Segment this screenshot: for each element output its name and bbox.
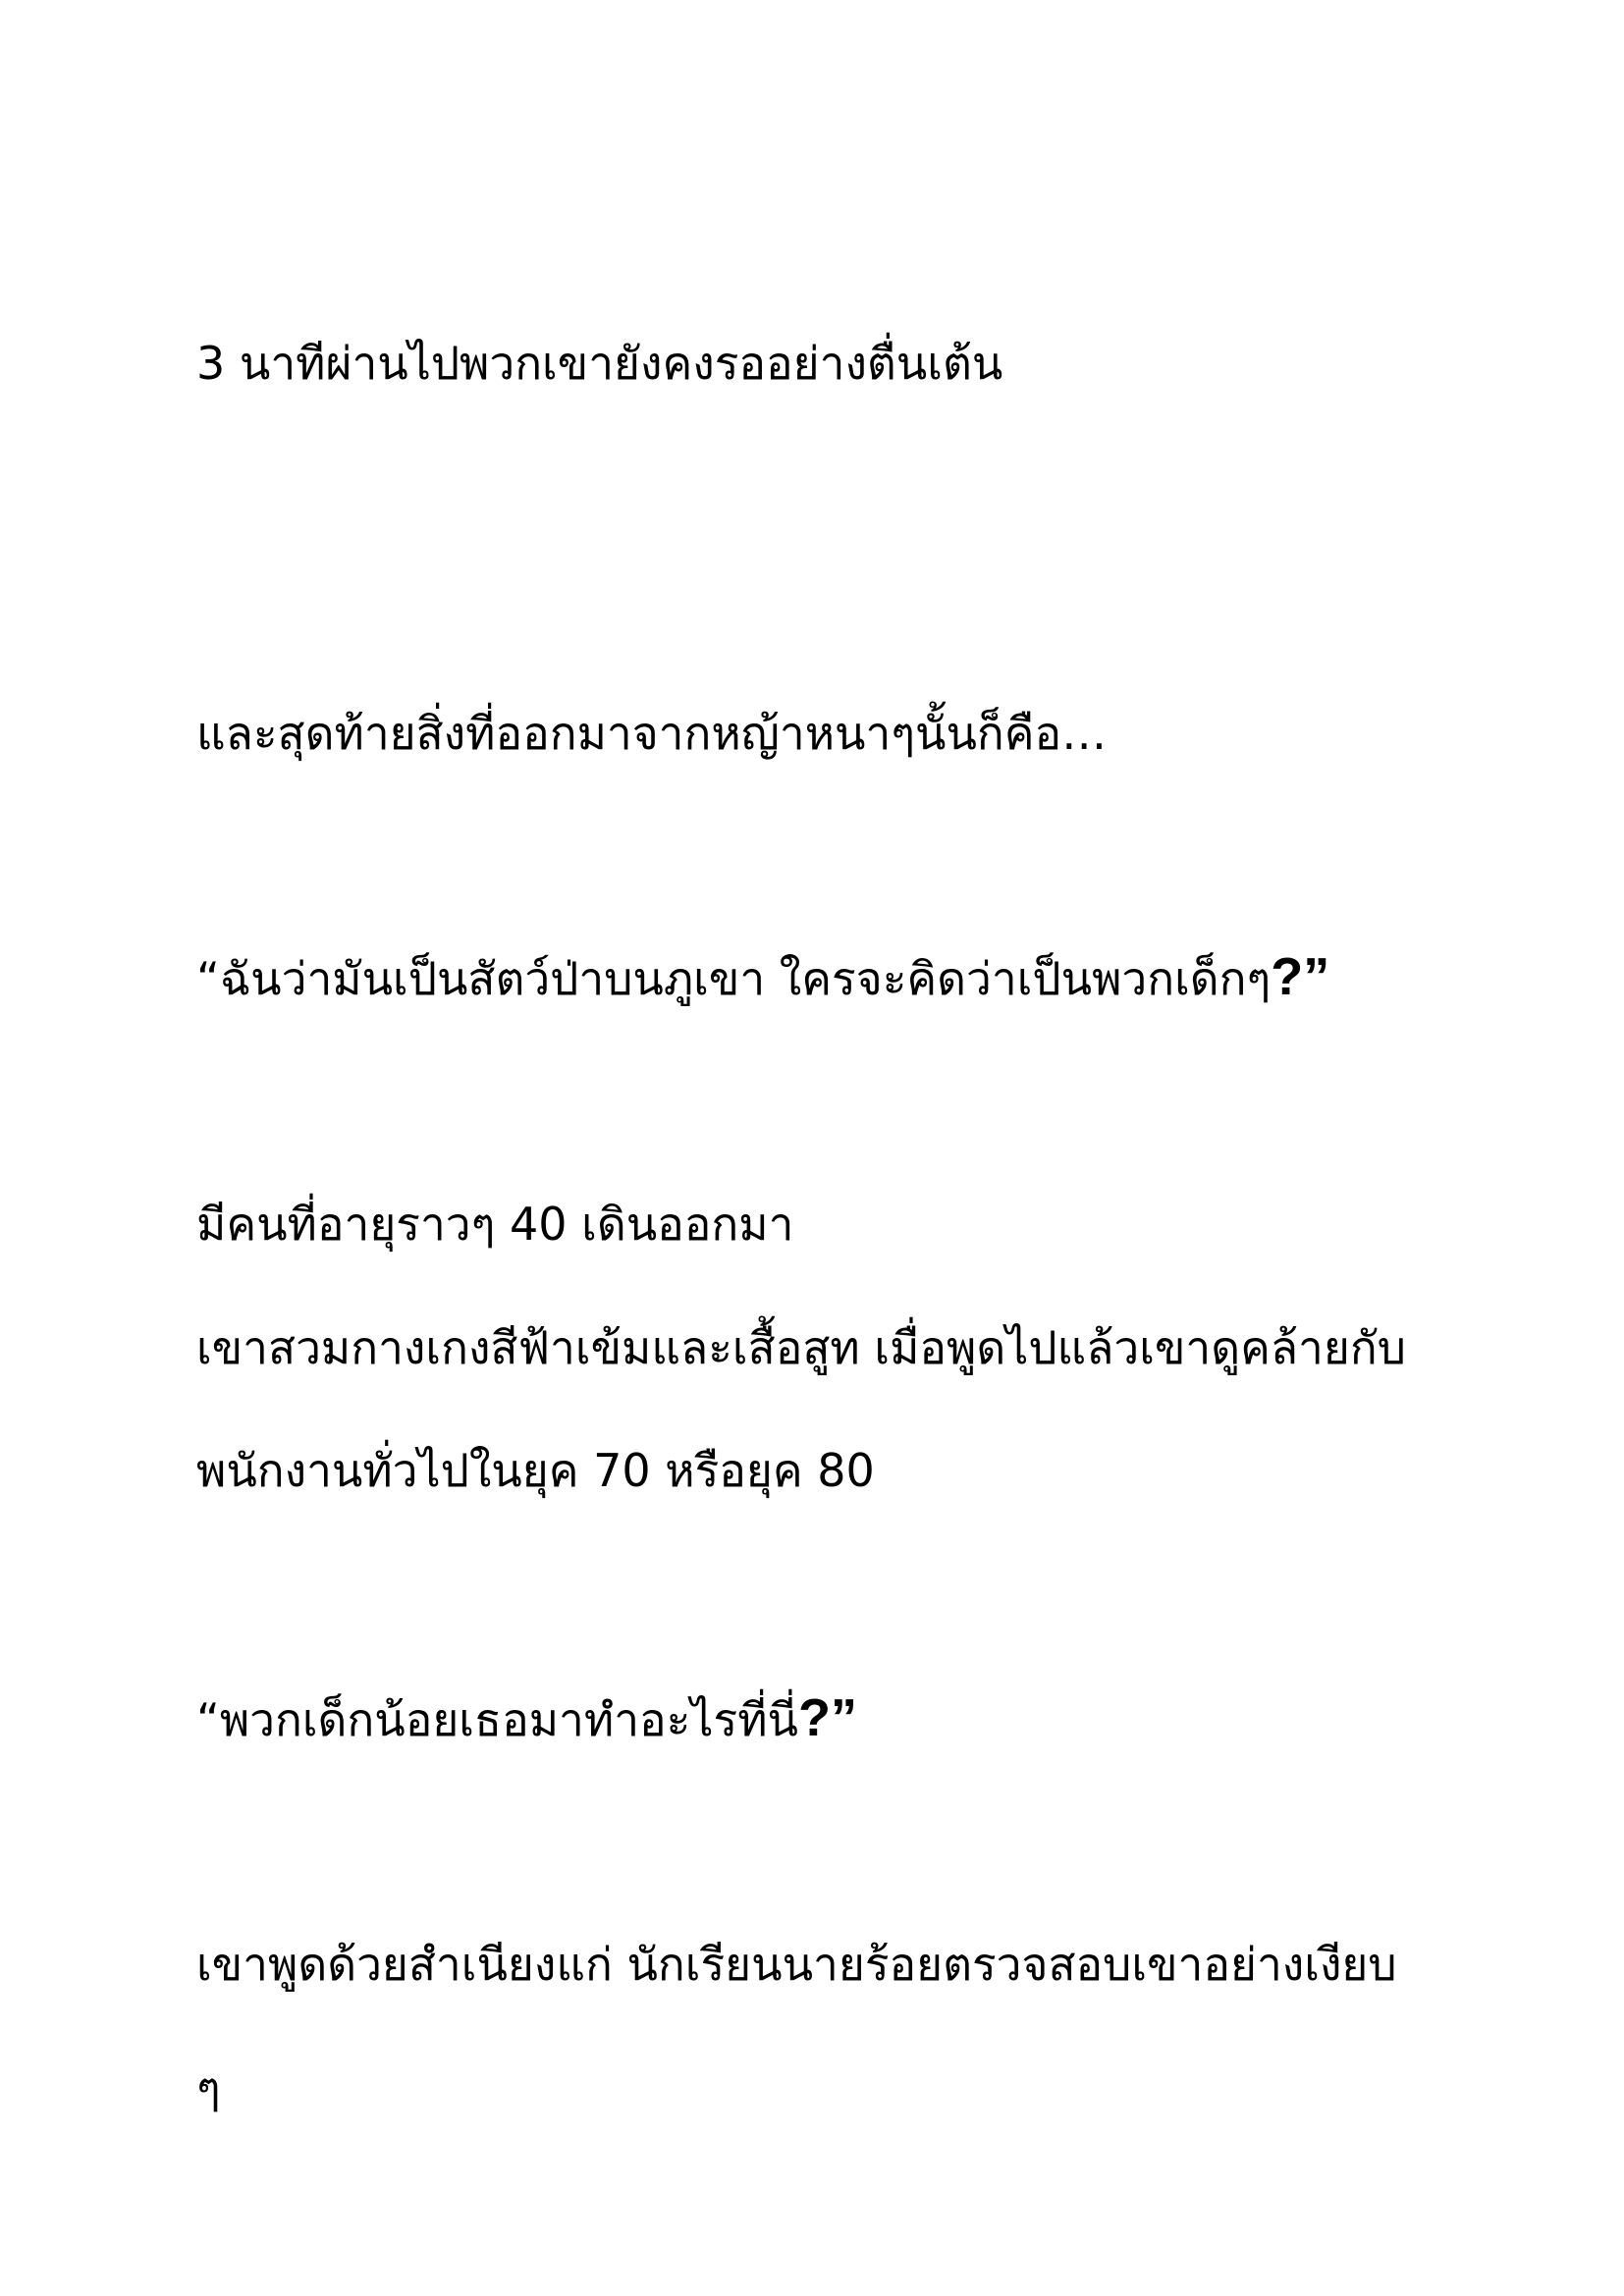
dialogue-wild-animal-question-mark: ?”: [1271, 947, 1330, 1006]
dialogue-what-doing-here-text: “พวกเด็กน้อยเธอมาทำอะไรที่นี่: [196, 1693, 798, 1746]
dialogue-what-doing-here: [196, 1683, 857, 1754]
paragraph-waiting: 3 นาทีผ่านไปพวกเขายังคงรออย่างตื่นเต้น: [196, 337, 1003, 390]
dialogue-what-doing-here-question-mark: ?”: [797, 1688, 857, 1747]
dialogue-wild-animal: [196, 942, 1329, 1013]
paragraph-clothing-line-2: พนักงานทั่วไปในยุค 70 หรือยุค 80: [196, 1444, 875, 1497]
paragraph-man-appears: มีคนที่อายุราวๆ 40 เดินออกมา: [196, 1198, 794, 1251]
dialogue-wild-animal-text: “ฉันว่ามันเป็นสัตว์ป่าบนภูเขา ใครจะคิดว่าเป็นพวกเด็กๆ: [196, 952, 1272, 1005]
paragraph-clothing-line-1: เขาสวมกางเกงสีฟ้าเข้มและเสื้อสูท เมื่อพูดไปแล้วเขาดูคล้ายกับ: [196, 1321, 1406, 1374]
paragraph-accent-line-2: ๆ: [196, 2061, 221, 2114]
paragraph-accent-line-1: เขาพูดด้วยสำเนียงแก่ นักเรียนนายร้อยตรวจสอบเขาอย่างเงียบ: [196, 1938, 1397, 1991]
paragraph-emerged: และสุดท้ายสิ่งที่ออกมาจากหญ้าหนาๆนั้นก็คือ…: [196, 707, 1108, 760]
